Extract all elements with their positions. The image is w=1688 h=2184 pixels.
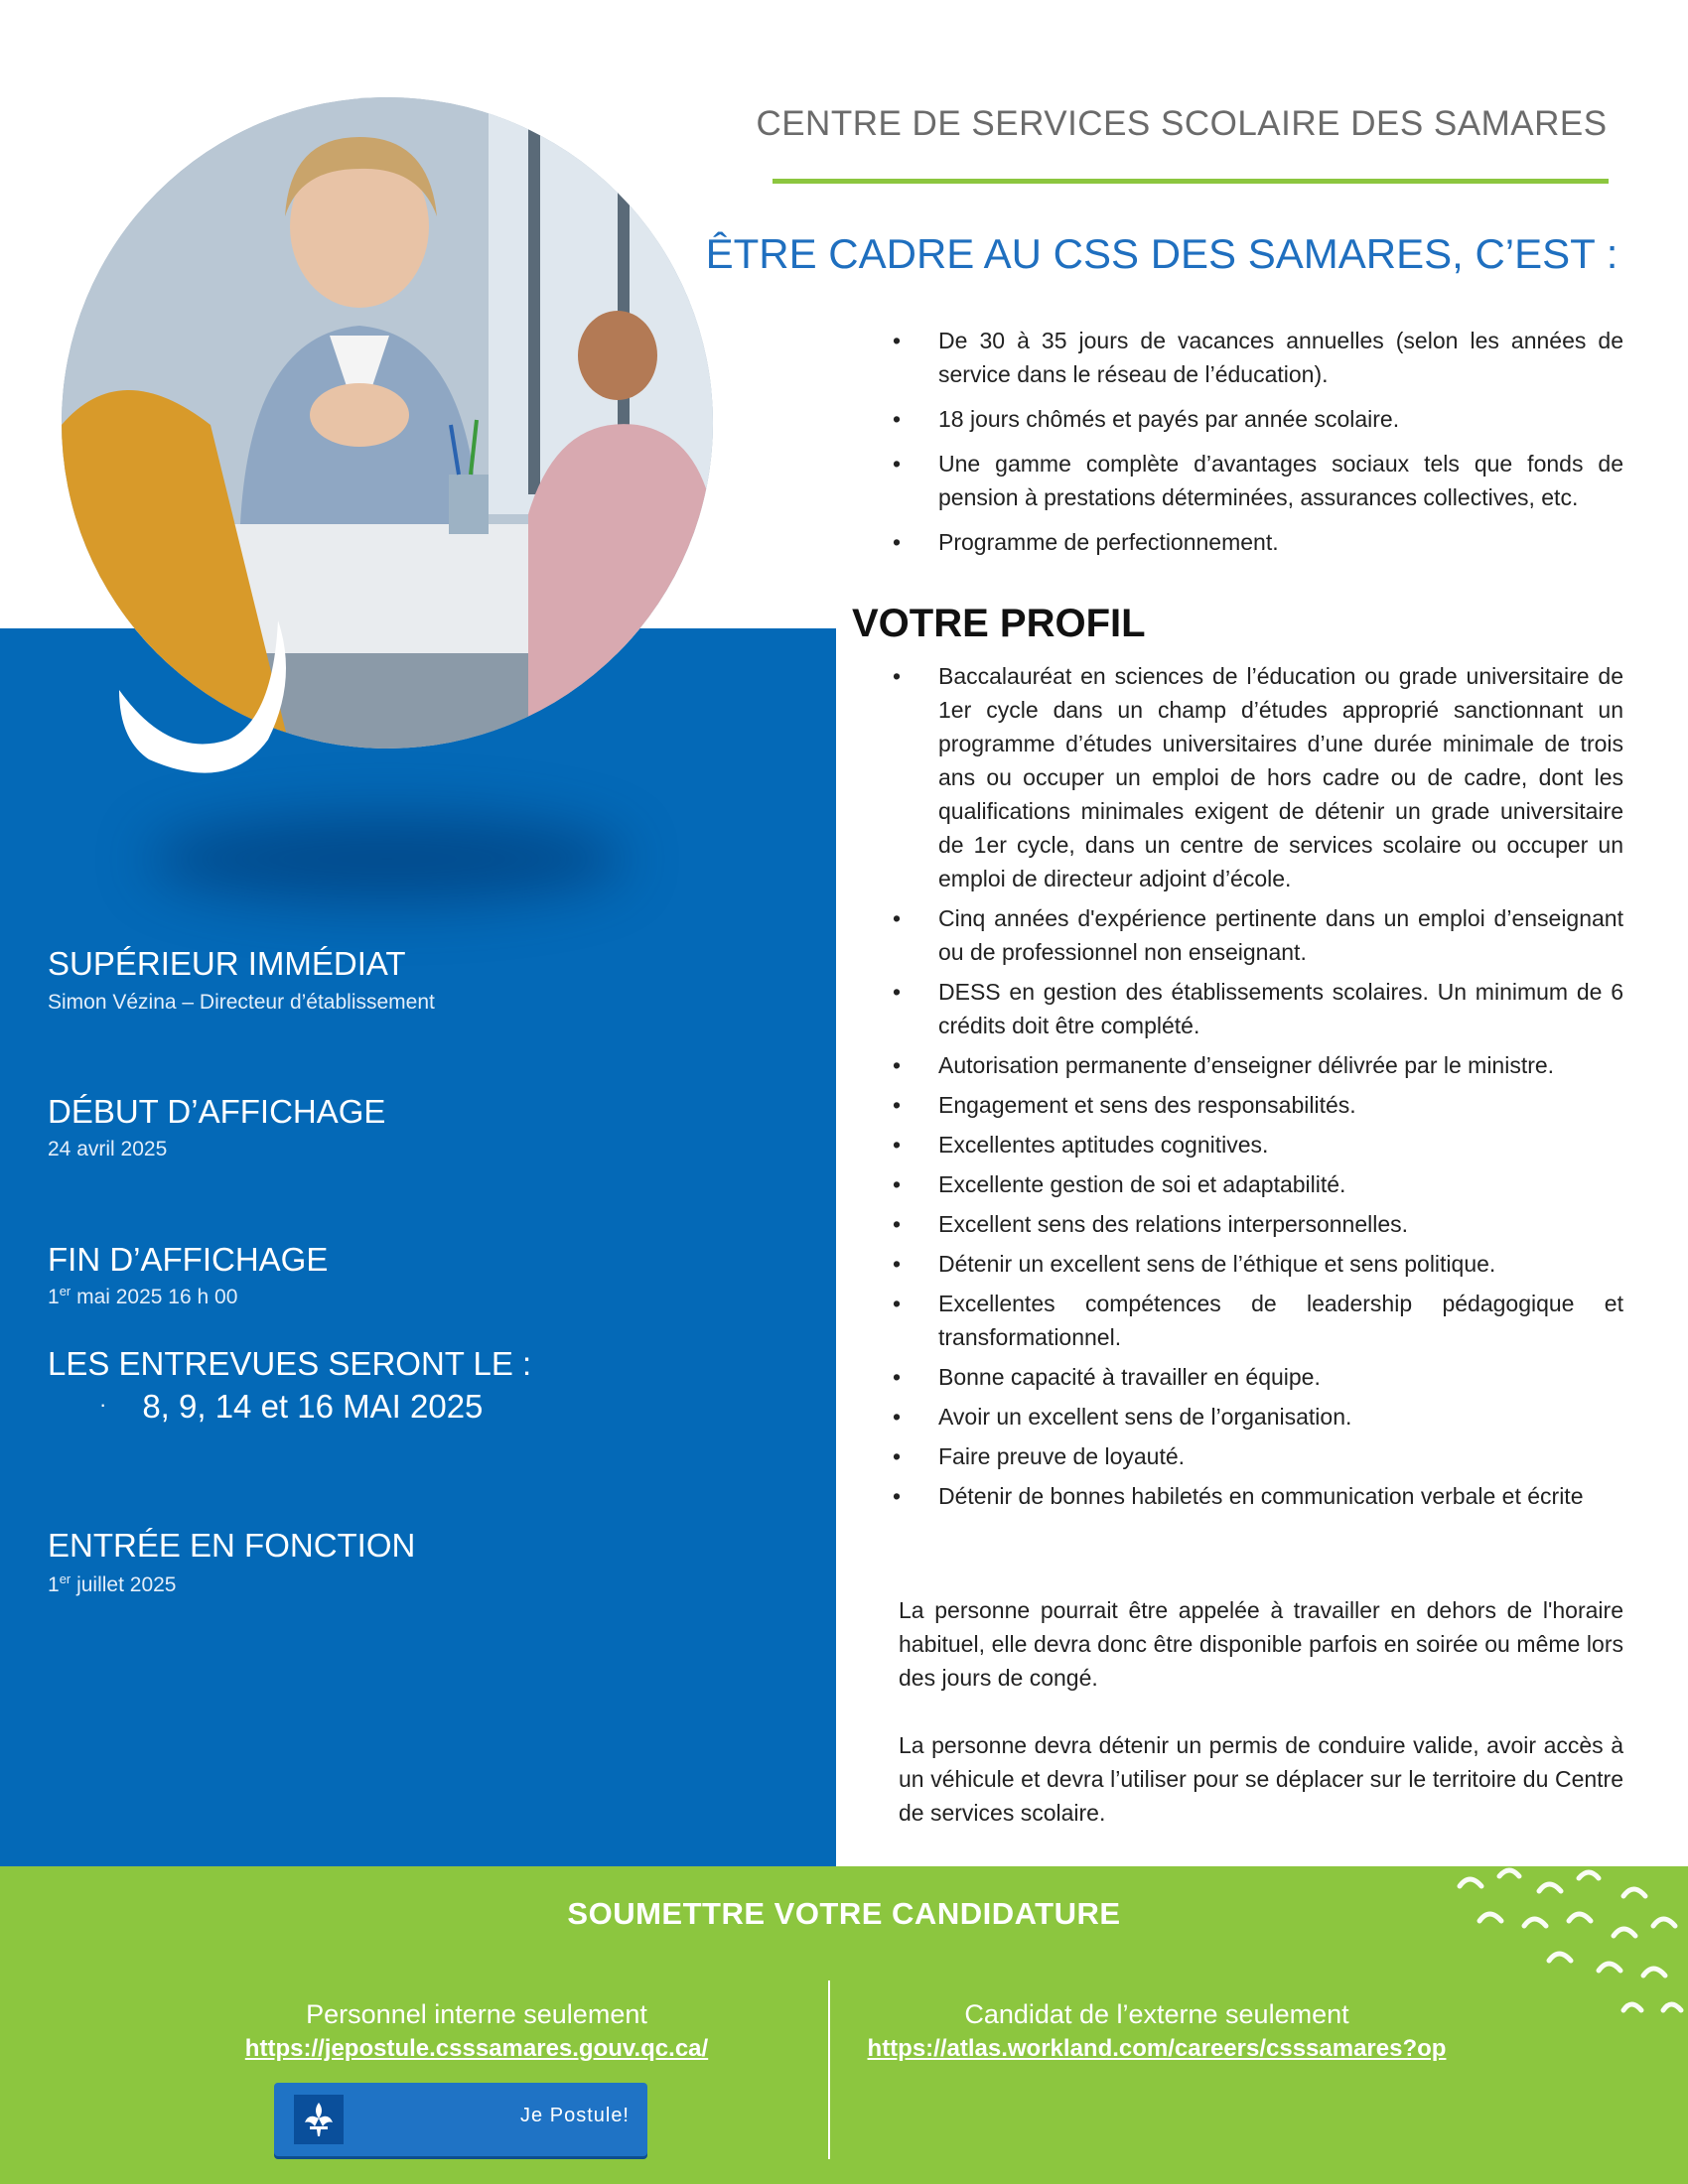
list-item: • Baccalauréat en sciences de l’éducation ou grade universitaire de 1er cycle dans un champ d’études approprié sanctionnant un programme d’études universitaires d’une durée minimale de trois ans ou occuper un emploi de hors cadre ou de cadre, dont les qualifications minimales exigent de détenir un grade universitaire de 1er cycle, dans un centre de services scolaire ou occuper un emploi de directeur adjoint d’école. xyxy=(938,659,1623,895)
posting-end-value: 1er mai 2025 16 h 00 xyxy=(48,1284,238,1308)
external-apply-link[interactable]: https://atlas.workland.com/careers/csssamares?op xyxy=(867,2035,1447,2062)
bullet-icon: • xyxy=(893,1483,902,1509)
bullet-icon: • xyxy=(893,1132,902,1158)
list-item: • Bonne capacité à travailler en équipe. xyxy=(938,1360,1623,1394)
bullet-icon: • xyxy=(893,663,902,689)
list-item: • DESS en gestion des établissements scolaires. Un minimum de 6 crédits doit être complété. xyxy=(938,975,1623,1042)
bullet-icon: • xyxy=(893,1364,902,1390)
bullet-icon: • xyxy=(893,1251,902,1277)
list-item: • Faire preuve de loyauté. xyxy=(938,1439,1623,1473)
bullet-icon: • xyxy=(893,1404,902,1430)
bullet-icon: • xyxy=(893,1171,902,1197)
posting-start-value: 24 avril 2025 xyxy=(48,1138,168,1160)
list-item: • Détenir un excellent sens de l’éthique et sens politique. xyxy=(938,1247,1623,1281)
header-divider xyxy=(773,179,1609,184)
page-title: ÊTRE CADRE AU CSS DES SAMARES, C’EST : xyxy=(705,230,1618,277)
list-item: • Une gamme complète d’avantages sociaux tels que fonds de pension à prestations déterminées, assurances collectives, etc. xyxy=(938,447,1623,514)
internal-apply-link[interactable]: https://jepostule.csssamares.gouv.qc.ca/ xyxy=(244,2035,709,2062)
list-item: • Engagement et sens des responsabilités. xyxy=(938,1088,1623,1122)
decorative-shadow xyxy=(149,814,626,903)
list-item: • De 30 à 35 jours de vacances annuelles (selon les années de service dans le réseau de l’éducation). xyxy=(938,324,1623,391)
entry-value: 1er juillet 2025 xyxy=(48,1571,177,1596)
list-item: • Excellentes compétences de leadership pédagogique et transformationnel. xyxy=(938,1287,1623,1354)
list-item: • Détenir de bonnes habiletés en communication verbale et écrite xyxy=(938,1479,1623,1513)
profile-heading: VOTRE PROFIL xyxy=(852,602,1146,645)
bullet-icon: • xyxy=(893,1291,902,1316)
bullet-icon: • xyxy=(893,1092,902,1118)
list-item: • Excellent sens des relations interpersonnelles. xyxy=(938,1207,1623,1241)
bullet-icon: · xyxy=(99,1392,107,1417)
bullet-icon: • xyxy=(893,406,902,432)
external-label: Candidat de l’externe seulement xyxy=(964,1999,1349,2029)
submit-heading: SOUMETTRE VOTRE CANDIDATURE xyxy=(567,1896,1121,1931)
benefits-list xyxy=(893,324,1623,570)
list-item: • Avoir un excellent sens de l’organisation. xyxy=(938,1400,1623,1433)
entry-label: ENTRÉE EN FONCTION xyxy=(48,1527,416,1564)
schedule-paragraph: La personne pourrait être appelée à travailler en dehors de l'horaire habituel, elle devra donc être disponible parfois en soirée ou même lors des jours de congé. xyxy=(899,1597,1623,1691)
list-item: • 18 jours chômés et payés par année scolaire. xyxy=(938,402,1623,436)
list-item: • Autorisation permanente d’enseigner délivrée par le ministre. xyxy=(938,1048,1623,1082)
je-postule-label: Je Postule! xyxy=(520,2105,630,2126)
je-postule-button[interactable] xyxy=(274,2083,647,2156)
quebec-flag-icon xyxy=(294,2095,344,2144)
organization-name: CENTRE DE SERVICES SCOLAIRE DES SAMARES xyxy=(756,104,1608,143)
bullet-icon: • xyxy=(893,451,902,477)
bullet-icon: • xyxy=(893,979,902,1005)
list-item: • Programme de perfectionnement. xyxy=(938,525,1623,559)
bullet-icon: • xyxy=(893,328,902,353)
list-item: • Excellente gestion de soi et adaptabilité. xyxy=(938,1167,1623,1201)
posting-start-label: DÉBUT D’AFFICHAGE xyxy=(48,1093,386,1130)
list-item: • Cinq années d'expérience pertinente dans un emploi d’enseignant ou de professionnel non enseignant. xyxy=(938,901,1623,969)
license-paragraph: La personne devra détenir un permis de conduire valide, avoir accès à un véhicule et devra l’utiliser pour se déplacer sur le territoire du Centre de services scolaire. xyxy=(899,1732,1623,1826)
fleur-de-lis-icon xyxy=(294,2095,344,2144)
bullet-icon: • xyxy=(893,905,902,931)
interviews-label: LES ENTREVUES SERONT LE : xyxy=(48,1345,532,1382)
supervisor-label: SUPÉRIEUR IMMÉDIAT xyxy=(48,945,406,982)
supervisor-value: Simon Vézina – Directeur d’établissement xyxy=(48,991,435,1014)
interviews-dates: · 8, 9, 14 et 16 MAI 2025 xyxy=(99,1388,484,1425)
profile-list xyxy=(893,659,1623,1519)
decorative-swoosh xyxy=(109,620,308,779)
list-item: • Excellentes aptitudes cognitives. xyxy=(938,1128,1623,1161)
posting-end-label: FIN D’AFFICHAGE xyxy=(48,1241,329,1278)
internal-label: Personnel interne seulement xyxy=(306,1999,647,2029)
bullet-icon: • xyxy=(893,1443,902,1469)
bullet-icon: • xyxy=(893,1211,902,1237)
bullet-icon: • xyxy=(893,1052,902,1078)
bullet-icon: • xyxy=(893,529,902,555)
